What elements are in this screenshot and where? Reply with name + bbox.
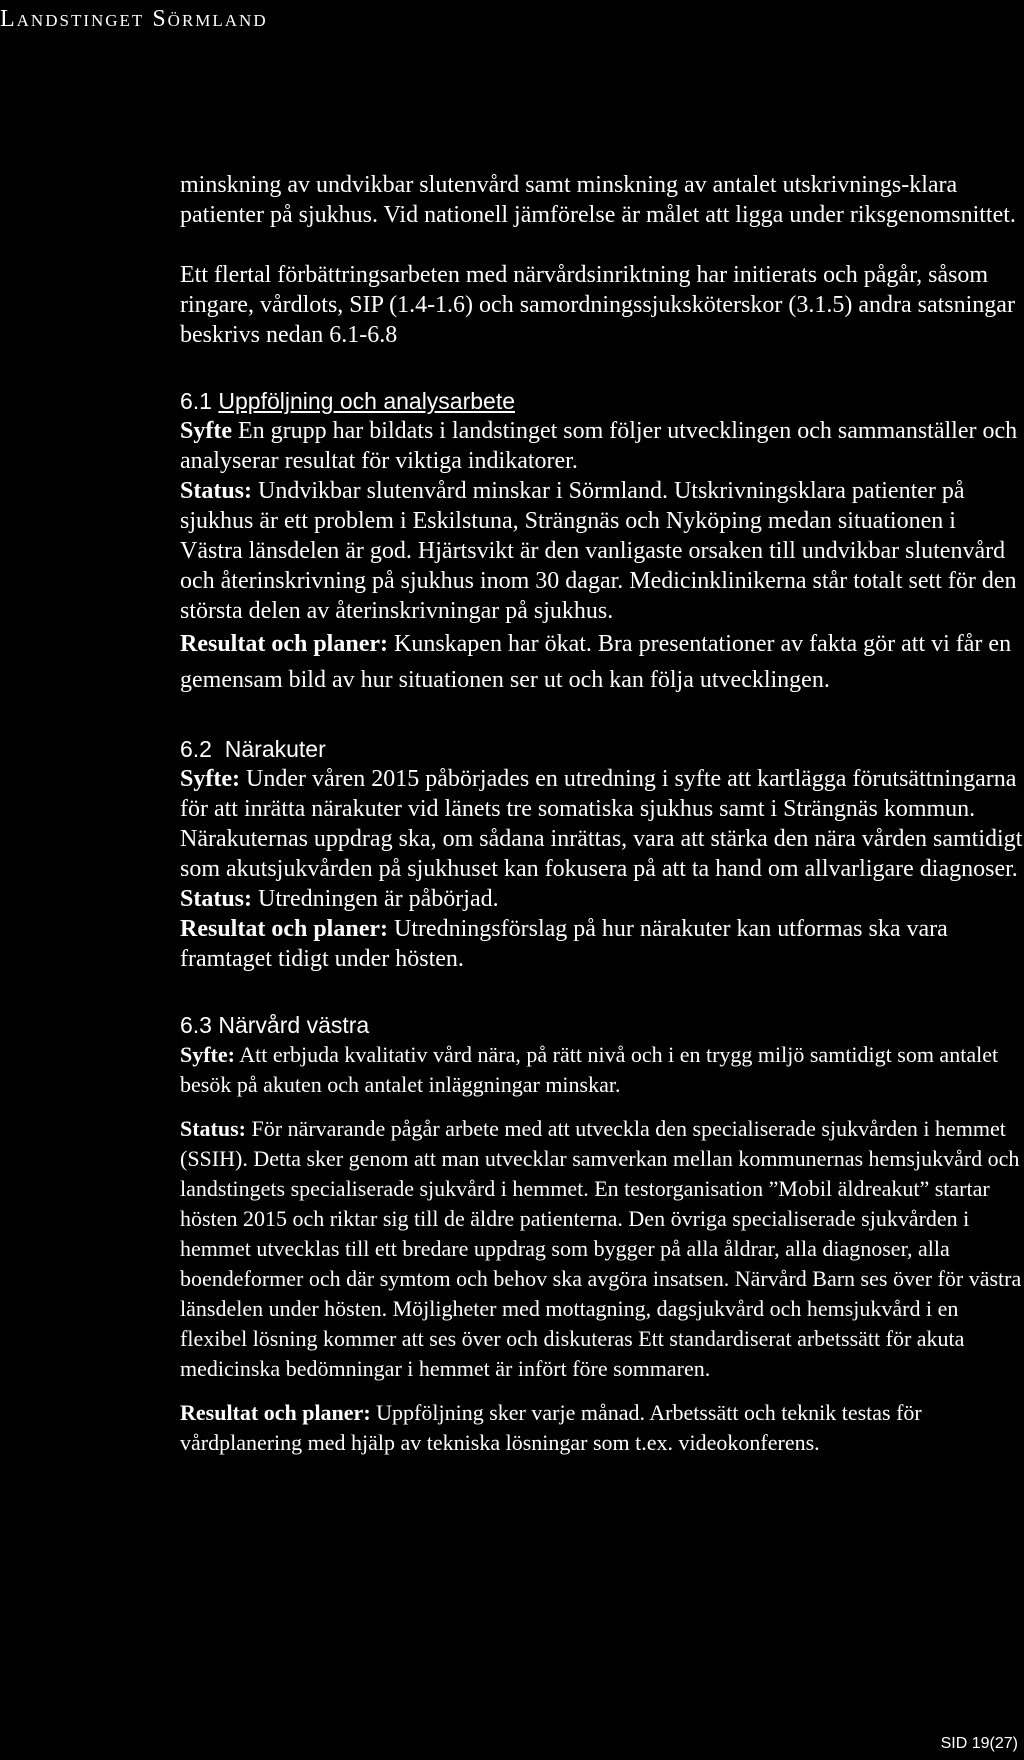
syfte-paragraph [180, 764, 1024, 884]
syfte-label: Syfte: [180, 766, 240, 792]
syfte-paragraph [180, 416, 1024, 476]
syfte-paragraph [180, 1040, 1024, 1100]
intro-paragraph-2: Ett flertal förbättringsarbeten med närvårdsinriktning har initierats och pågår, såsom ringare, vårdlots, SIP (1.4-1.6) och samordningssjuksköterskor (3.1.5) andra satsningar beskrivs nedan 6.1-6.8 [180, 262, 1015, 348]
status-label: Status: [180, 886, 253, 912]
result-label: Resultat och planer: [180, 631, 388, 657]
status-text: Undvikbar slutenvård minskar i Sörmland. Utskrivningsklara patienter på sjukhus är ett problem i Eskilstuna, Strängnäs och Nyköping medan situationen i Västra länsdelen är god. Hjärtsvikt är den vanligaste orsaken till undvikbar slutenvård och återinskrivning på sjukhus inom 30 dagar. Medicinklinikerna står totalt sett för den största delen av återinskrivningar på sjukhus. [180, 478, 1017, 624]
status-text: För närvarande pågår arbete med att utveckla den specialiserade sjukvården i hemmet (SSIH). Detta sker genom att man utvecklar samverkan mellan kommunernas hemsjukvård och landstingets specialiserade sjukvård i hemmet. En testorganisation ”Mobil äldreakut” startar hösten 2015 och riktar sig till de äldre patienterna. Den övriga specialiserade sjukvården i hemmet utvecklas till ett bredare uppdrag som bygger på alla åldrar, alla diagnoser, alla boendeformer och där symtom och behov ska avgöra insatsen. Närvård Barn ses över för västra länsdelen under hösten. Möjligheter med mottagning, dagsjukvård och hemsjukvård i en flexibel lösning kommer att ses över och diskuteras Ett standardiserat arbetssätt för akuta medicinska bedömningar i hemmet är infört före sommaren. [180, 1116, 1022, 1381]
section-number: 6.3 [180, 1012, 212, 1038]
status-label: Status: [180, 478, 253, 504]
section-title: Närakuter [224, 736, 326, 762]
syfte-text: Att erbjuda kvalitativ vård nära, på rätt nivå och i en trygg miljö samtidigt som antalet besök på akuten och antalet inläggningar minskar. [180, 1042, 999, 1097]
status-paragraph [180, 476, 1024, 626]
page-header: Landstinget Sörmland [0, 6, 268, 32]
status-label: Status: [180, 1116, 247, 1141]
syfte-text: En grupp har bildats i landstinget som följer utvecklingen och sammanställer och analyserar resultat för viktiga indikatorer. [180, 418, 1018, 474]
syfte-text: Under våren 2015 påbörjades en utredning i syfte att kartlägga förutsättningarna för att inrätta närakuter vid länets tre somatiska sjukhus samt i Strängnäs kommun. Närakuternas uppdrag ska, om sådana inrättas, vara att stärka den nära vården samtidigt som akutsjukvården på sjukhuset kan fokusera på att ta hand om allvarligare diagnoser. [180, 766, 1023, 882]
page-number: SID 19(27) [940, 1735, 1018, 1752]
syfte-label: Syfte: [180, 1042, 235, 1067]
result-text: Utredningsförslag på hur närakuter kan utformas ska vara framtaget tidigt under hösten. [180, 916, 948, 972]
status-paragraph [180, 884, 1024, 914]
result-label: Resultat och planer: [180, 916, 388, 942]
section-number: 6.2 [180, 736, 212, 762]
section-heading-6-2 [180, 734, 1024, 764]
document-body [180, 170, 1024, 1458]
result-label: Resultat och planer: [180, 1400, 371, 1425]
section-title: Närvård västra [218, 1012, 370, 1038]
section-heading-6-3 [180, 1010, 1024, 1040]
syfte-label: Syfte [180, 418, 232, 444]
section-heading-6-1 [180, 386, 1024, 416]
intro-paragraph-1: minskning av undvikbar slutenvård samt minskning av antalet utskrivnings-klara patienter på sjukhus. Vid nationell jämförelse är målet att ligga under riksgenomsnittet. [180, 172, 1016, 228]
result-paragraph [180, 914, 1024, 974]
result-text: Kunskapen har ökat. Bra presentationer av fakta gör att vi får en gemensam bild av hur situationen ser ut och kan följa utvecklingen. [180, 631, 1012, 693]
result-paragraph [180, 1398, 1024, 1458]
status-paragraph [180, 1114, 1024, 1384]
section-title: Uppföljning och analysarbete [218, 388, 516, 414]
section-number: 6.1 [180, 388, 212, 414]
result-text: Uppföljning sker varje månad. Arbetssätt och teknik testas för vårdplanering med hjälp av tekniska lösningar som t.ex. videokonferens. [180, 1400, 922, 1455]
status-text: Utredningen är påbörjad. [252, 886, 499, 912]
result-paragraph [180, 626, 1024, 698]
